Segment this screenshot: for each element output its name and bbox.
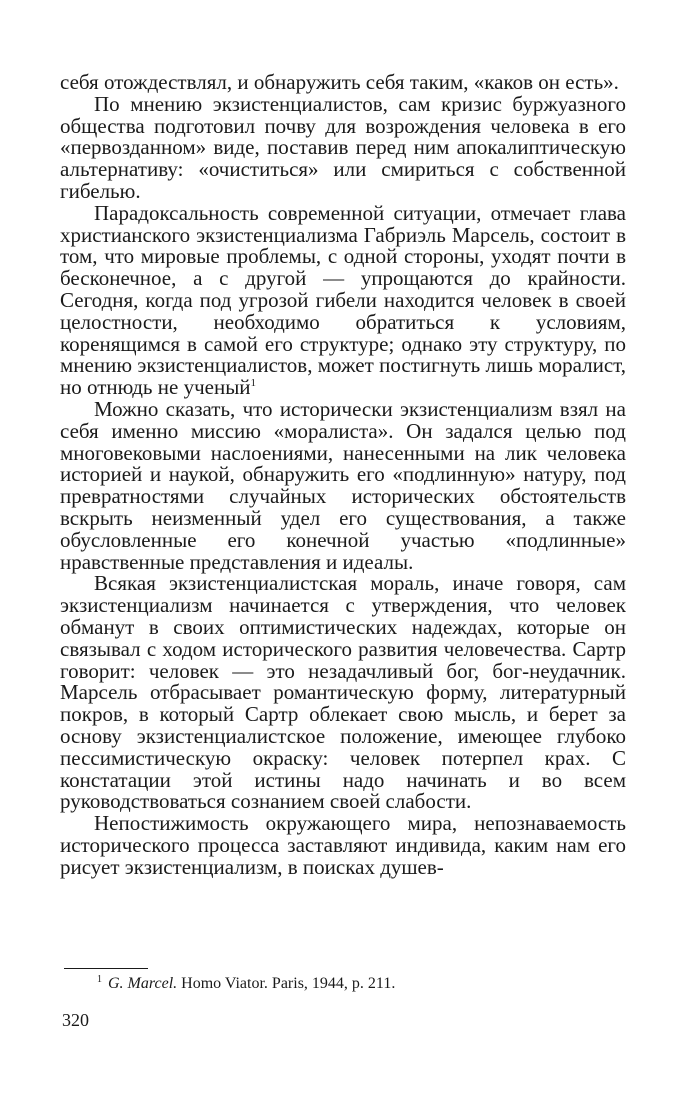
paragraph-6: Непостижимость окружающего мира, непознаваемость исторического процесса заставляют индивида, каким нам его рисует экзистенциализм, в поисках душев-: [60, 811, 626, 879]
paragraph-4: Можно сказать, что исторически экзистенциализм взял на себя именно миссию «моралиста». Он задался целью под многовековыми наслоениями, нанесенными на лик человека историей и наукой, обнаружить его «подлинную» натуру, под превратностями случайных исторических обстоятельств вскрыть неизменный удел его существования, а также обусловленные его конечной участью «подлинные» нравственные представления и идеалы.: [60, 396, 626, 574]
paragraph-5: Всякая экзистенциалистская мораль, иначе говоря, сам экзистенциализм начинается с утверждения, что человек обманут в своих оптимистических надеждах, которые он связывал с ходом исторического развития человечества. Сартр говорит: человек — это незадачливый бог, бог-неудачник. Марсель отбрасывает романтическую форму, литературный покров, в который Сартр облекает свою мысль, и берет за основу экзистенциалистское положение, имеющее глубоко пессимистическую окраску: человек потерпел крах. С констатации этой истины надо начинать и во всем руководствоваться сознанием своей слабости.: [60, 571, 626, 814]
page-body: [60, 72, 626, 878]
footnote-text: Homo Viator. Paris, 1944, p. 211.: [181, 975, 396, 992]
paragraph-1: себя отождествлял, и обнаружить себя таким, «каков он есть».: [60, 70, 619, 94]
paragraph-3: [60, 200, 626, 400]
footnote-reference[interactable]: 1: [250, 377, 257, 390]
paragraph-3-text: Парадоксальность современной ситуации, отмечает глава христианского экзистенциализма Габриэль Марсель, состоит в том, что мировые проблемы, с одной стороны, уходят почти в бесконечное, а с другой — упрощаются до крайности. Сегодня, когда под угрозой гибели находится человек в своей целостности, необходимо обратиться к условиям, коренящимся в самой его структуре; однако эту структуру, по мнению экзистенциалистов, может постигнуть лишь моралист, но отнюдь не ученый: [60, 200, 626, 400]
footnote-mark: 1: [97, 973, 102, 985]
footnote: [97, 974, 617, 994]
footnote-author: G. Marcel.: [108, 975, 178, 992]
paragraph-2: По мнению экзистенциалистов, сам кризис буржуазного общества подготовил почву для возрождения человека в его «первозданном» виде, поставив перед ним апокалиптическую альтернативу: «очиститься» или смириться с собственной гибелью.: [60, 91, 626, 203]
page-number: 320: [62, 1010, 89, 1030]
footnote-divider: [64, 968, 148, 969]
